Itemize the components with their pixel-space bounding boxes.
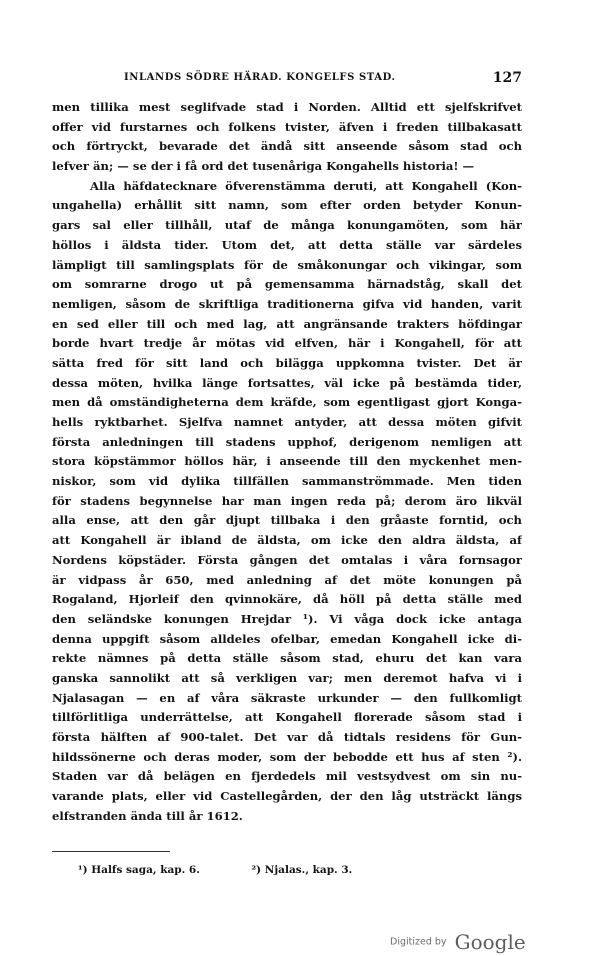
text-line: stora köpstämmor höllos här, i anseende till den myckenhet men- [52, 454, 522, 469]
text-line: varande plats, eller vid Castellegården, der den låg utsträckt längs [52, 789, 522, 804]
footnotes [78, 864, 352, 876]
text-line: hells ryktbarhet. Sjelfva namnet antyder, att dessa möten gifvit [52, 415, 522, 429]
running-head-title: INLANDS SÖDRE HÄRAD. KONGELFS STAD. [124, 72, 396, 83]
text-line: Alla häfdatecknare öfverenstämma deruti, att Kongahell (Kon- [90, 178, 522, 193]
text-line: men då omständigheterna dem kräfde, som egentligast gjort Konga- [52, 395, 522, 410]
text-line: nemligen, såsom de skriftliga traditionerna gifva vid handen, varit [52, 296, 522, 311]
text-line: ungahella) erhållit sitt namn, som efter orden betyder Konun- [52, 198, 522, 213]
text-line: om somrarne drogo ut på gemensamma härnadståg, skall det [52, 277, 522, 292]
text-line: dessa möten, hvilka länge fortsattes, väl icke på bestämda tider, [52, 375, 522, 390]
text-line: och förtryckt, bevarade det ändå sitt anseende såsom stad och [52, 139, 522, 154]
text-line: att Kongahell är ibland de äldsta, om icke den aldra äldsta, af [52, 533, 522, 548]
text-line: första anledningen till stadens upphof, derigenom nemligen att [52, 434, 522, 449]
text-line: tillförlitliga underrättelse, att Kongahell florerade såsom stad i [52, 710, 522, 725]
text-line: Rogaland, Hjorleif den qvinnokäre, då höll på detta ställe med [52, 592, 522, 607]
text-line: för stadens begynnelse har man ingen reda på; derom äro likväl [52, 493, 522, 508]
text-line: en sed eller till och med lag, att angränsande trakters höfdingar [52, 316, 522, 331]
text-line: lefver än; — se der i få ord det tusenåriga Kongahells historia! — [52, 159, 475, 174]
text-line: första hälften af 900-talet. Det var då tidtals residens för Gun- [52, 730, 522, 744]
footnote-divider [52, 851, 170, 852]
body-text [52, 98, 522, 826]
text-line: Staden var då belägen en fjerdedels mil vestsydvest om sin nu- [52, 769, 522, 784]
text-line: lämpligt till samlingsplats för de småkonungar och vikingar, som [52, 257, 522, 272]
google-logo-text: Google [454, 930, 526, 954]
text-line: är vidpass år 650, med anledning af det möte konungen på [52, 572, 522, 587]
footnote-2: ²) Njalas., kap. 3. [251, 864, 353, 876]
digitized-by-label: Digitized by [390, 936, 447, 948]
text-line: ganska sannolikt att så verkligen var; men deremot hafva vi i [52, 670, 522, 685]
text-line: höllos i äldsta tider. Utom det, att detta ställe var särdeles [52, 237, 522, 252]
text-line: sätta fred för sitt land och bilägga uppkomna tvister. Det är [52, 355, 522, 370]
text-line: Njalasagan — en af våra säkraste urkunder — den fullkomligt [52, 690, 522, 705]
text-line: men tillika mest seglifvade stad i Norden. Alltid ett sjelfskrifvet [52, 100, 522, 114]
text-line: hildssönerne och deras moder, som der bebodde ett hus af sten ²). [52, 749, 522, 764]
text-line: borde hvart tredje år mötas vid elfven, här i Kongahell, för att [52, 336, 522, 351]
text-line: niskor, som vid dylika tillfällen sammanströmmade. Men tiden [52, 474, 522, 489]
text-line: alla ense, att den går djupt tillbaka i den gråaste forntid, och [52, 513, 522, 528]
text-line: gars sal eller tillhåll, utaf de många konungamöten, som här [52, 218, 522, 233]
text-line: offer vid furstarnes och folkens tvister, äfven i freden tillbakasatt [52, 119, 522, 134]
text-line: rekte nämnes på detta ställe såsom stad, ehuru det kan vara [52, 651, 522, 666]
text-line: denna uppgift såsom alldeles ofelbar, emedan Kongahell icke di- [52, 631, 522, 646]
text-line: Nordens köpstäder. Första gången det omtalas i våra fornsagor [52, 552, 522, 567]
running-head [52, 72, 522, 88]
text-line: elfstranden ända till år 1612. [52, 808, 243, 823]
footnote-1: ¹) Halfs saga, kap. 6. [78, 864, 200, 876]
text-line: den seländske konungen Hrejdar ¹). Vi våga dock icke antaga [52, 611, 522, 626]
digitized-by-google-watermark [390, 930, 526, 954]
page-number: 127 [492, 70, 522, 86]
